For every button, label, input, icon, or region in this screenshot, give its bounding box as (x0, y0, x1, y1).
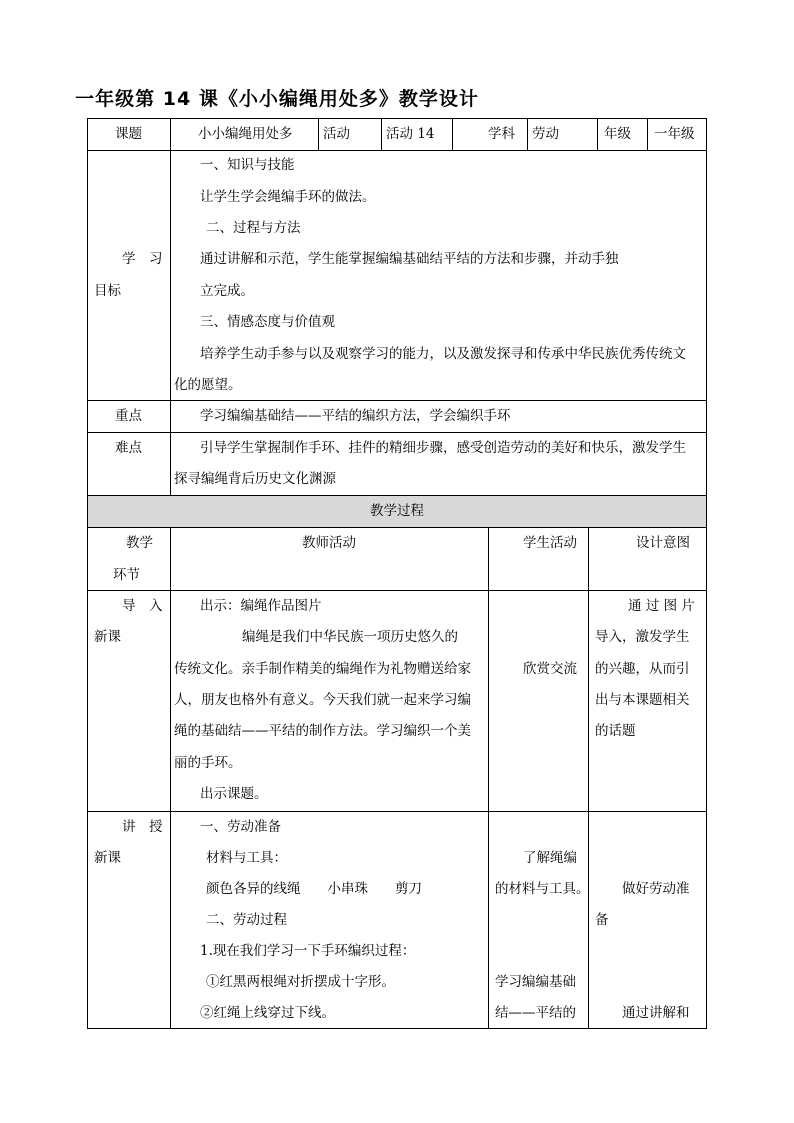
objectives-label: 学 习 (122, 251, 163, 267)
lecture-design-line: 通过讲解和 (622, 1005, 690, 1021)
grade-value: 一年级 (654, 126, 695, 142)
stage-header: 环节 (113, 567, 140, 583)
lecture-teacher-line: ①红黑两根绳对折摆成十字形。 (206, 974, 395, 990)
design-header: 设计意图 (636, 535, 690, 551)
lecture-design-line: 备 (595, 912, 609, 928)
subject-label: 学科 (488, 126, 515, 142)
objective-line: 一、知识与技能 (200, 157, 295, 173)
intro-design-line: 导入，激发学生 (595, 629, 690, 645)
topic-label: 课题 (115, 126, 142, 142)
intro-stage: 新课 (94, 629, 121, 645)
lecture-stage: 讲 授 (122, 819, 163, 835)
col-divider (488, 527, 489, 1029)
lecture-student-line: 学习编编基础 (495, 974, 576, 990)
lecture-teacher-line: 材料与工具： (206, 850, 287, 866)
row-divider (87, 495, 707, 496)
col-divider (452, 118, 453, 150)
col-divider (170, 150, 171, 495)
lecture-design-line: 做好劳动准 (622, 881, 690, 897)
objective-line: 三、情感态度与价值观 (200, 314, 335, 330)
difficulty-text: 引导学生掌握制作手环、挂件的精细步骤，感受创造劳动的美好和快乐，激发学生 (200, 440, 686, 456)
intro-stage: 导 入 (122, 598, 163, 614)
objectives-label: 目标 (94, 283, 121, 299)
col-divider (597, 118, 598, 150)
process-header: 教学过程 (370, 503, 424, 519)
intro-design-line: 的兴趣，从而引 (595, 661, 690, 677)
objective-line: 二、过程与方法 (206, 220, 301, 236)
row-divider (87, 811, 707, 812)
page-title: 一年级第 14 课《小小编绳用处多》教学设计 (75, 88, 479, 110)
activity-label: 活动 (323, 126, 350, 142)
lecture-student-line: 了解绳编 (523, 850, 577, 866)
student-header: 学生活动 (523, 535, 577, 551)
intro-teacher-line: 出示课题。 (200, 786, 268, 802)
objective-line: 通过讲解和示范，学生能掌握编编基础结平结的方法和步骤，并动手独 (200, 251, 619, 267)
intro-teacher-line: 绳的基础结——平结的制作方法。学习编织一个美 (174, 723, 471, 739)
intro-design-line: 出与本课题相关 (595, 692, 690, 708)
row-divider (87, 150, 707, 151)
row-divider (87, 432, 707, 433)
row-divider (87, 527, 707, 528)
difficulty-text: 探寻编绳背后历史文化渊源 (174, 471, 336, 487)
key-point-text: 学习编编基础结——平结的编织方法，学会编织手环 (200, 408, 511, 424)
stage-header: 教学 (126, 535, 153, 551)
col-divider (588, 527, 589, 1029)
objective-line: 让学生学会绳编手环的做法。 (200, 189, 376, 205)
intro-teacher-line: 人，朋友也格外有意义。今天我们就一起来学习编 (174, 692, 471, 708)
lecture-teacher-line: 一、劳动准备 (200, 819, 281, 835)
row-divider (87, 590, 707, 591)
col-divider (527, 118, 528, 150)
topic-value: 小小编绳用处多 (198, 126, 293, 142)
intro-student: 欣赏交流 (523, 661, 577, 677)
intro-teacher-line: 传统文化。亲手制作精美的编绳作为礼物赠送给家 (174, 661, 471, 677)
intro-teacher-line: 编绳是我们中华民族一项历史悠久的 (242, 629, 458, 645)
col-divider (381, 118, 382, 150)
activity-value: 活动 14 (386, 126, 435, 142)
intro-teacher-line: 出示：编绳作品图片 (200, 598, 322, 614)
difficulty-label: 难点 (115, 440, 142, 456)
key-point-label: 重点 (115, 408, 142, 424)
intro-design-line: 的话题 (595, 723, 636, 739)
teacher-header: 教师活动 (302, 535, 356, 551)
row-divider (87, 400, 707, 401)
lecture-student-line: 结——平结的 (495, 1005, 576, 1021)
col-divider (647, 118, 648, 150)
lecture-student-line: 的材料与工具。 (495, 881, 590, 897)
lecture-teacher-line: 颜色各异的线绳 小串珠 剪刀 (206, 881, 422, 897)
lecture-stage: 新课 (94, 850, 121, 866)
col-divider (170, 527, 171, 1029)
objective-line: 培养学生动手参与以及观察学习的能力，以及激发探寻和传承中华民族优秀传统文 (200, 346, 686, 362)
col-divider (318, 118, 319, 150)
subject-value: 劳动 (532, 126, 559, 142)
intro-design-line: 通 过 图 片 (628, 598, 695, 614)
objective-line: 化的愿望。 (174, 377, 242, 393)
objective-line: 立完成。 (200, 283, 254, 299)
col-divider (170, 118, 171, 150)
lecture-teacher-line: 二、劳动过程 (206, 912, 287, 928)
lecture-teacher-line: ②红绳上线穿过下线。 (200, 1005, 335, 1021)
grade-label: 年级 (604, 126, 631, 142)
lecture-teacher-line: 1.现在我们学习一下手环编织过程： (200, 943, 416, 959)
intro-teacher-line: 丽的手环。 (174, 755, 242, 771)
